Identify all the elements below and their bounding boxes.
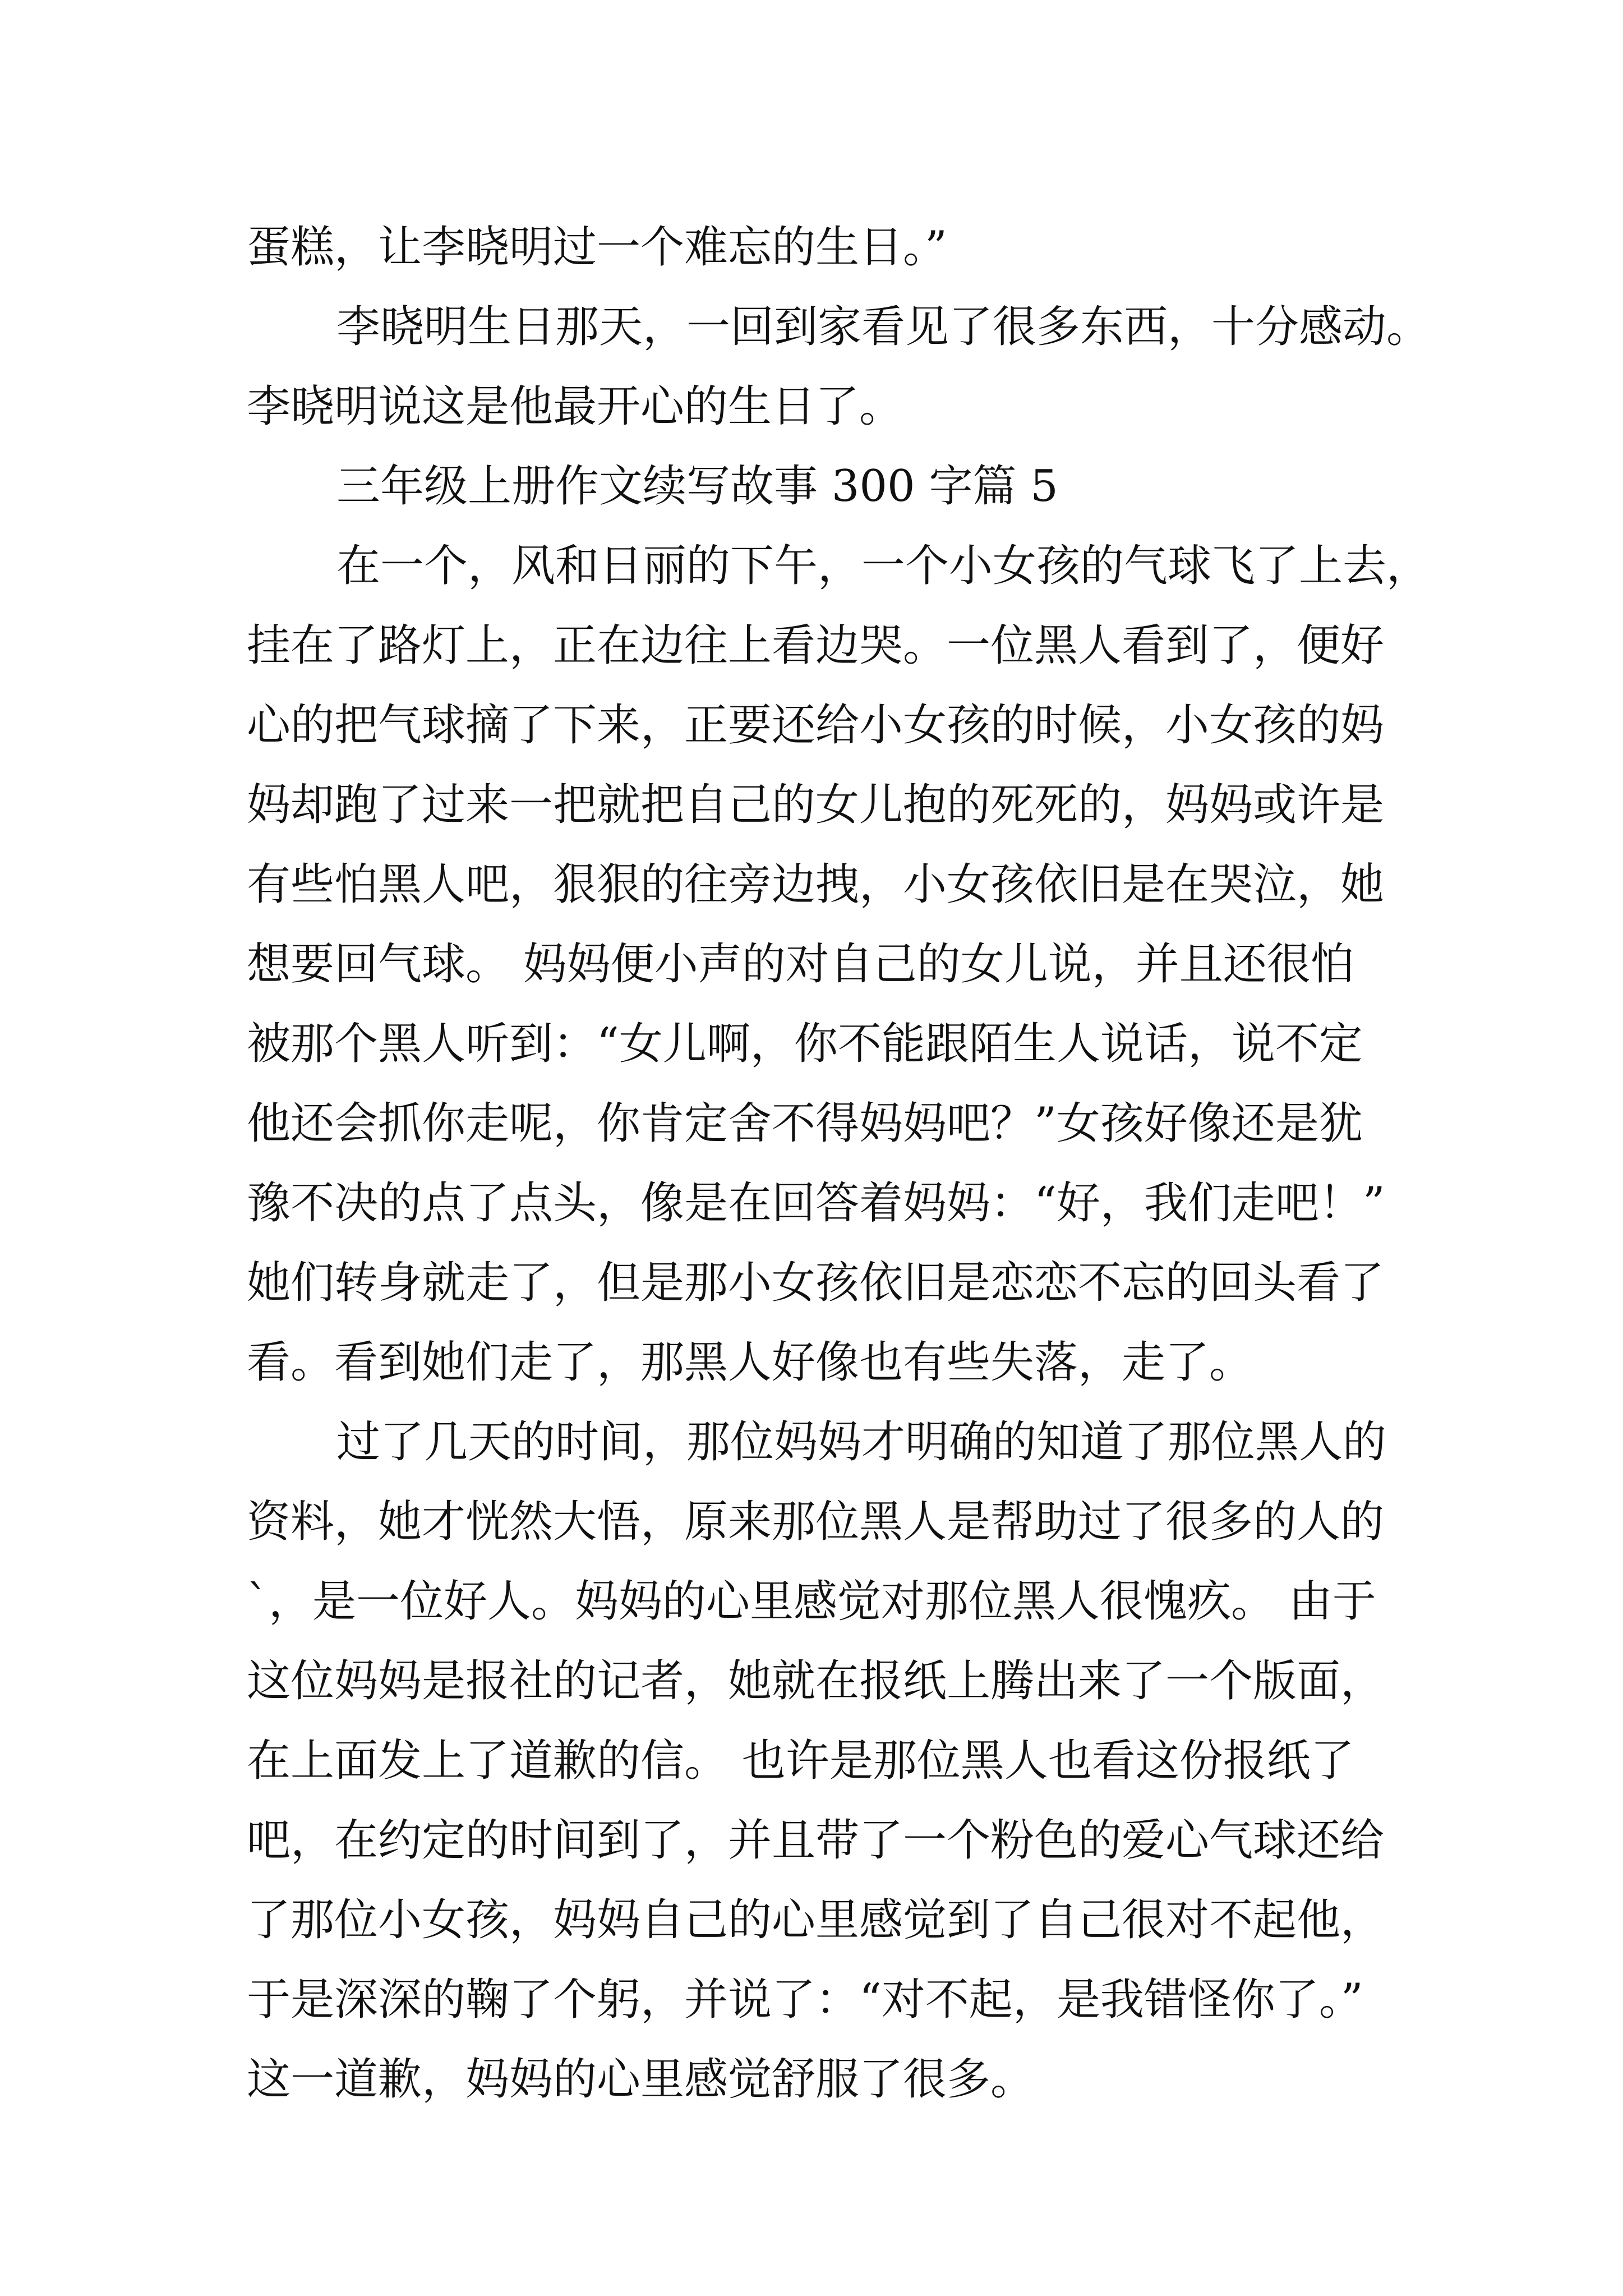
text-line: 心的把气球摘了下来，正要还给小女孩的时候，小女孩的妈: [247, 700, 1385, 751]
text-line: 妈却跑了过来一把就把自己的女儿抱的死死的，妈妈或许是: [247, 780, 1385, 830]
document-body: [247, 208, 1431, 2119]
text-line: 吧，在约定的时间到了，并且带了一个粉色的爱心气球还给: [247, 1815, 1385, 1866]
text-line: 他还会抓你走呢，你肯定舍不得妈妈吧？”女孩好像还是犹: [247, 1098, 1363, 1149]
text-line: 有些怕黑人吧，狠狠的往旁边拽，小女孩依旧是在哭泣，她: [247, 859, 1385, 910]
text-line: 豫不决的点了点头，像是在回答着妈妈：“好，我们走吧！”: [247, 1178, 1385, 1228]
text-line: `，是一位好人。妈妈的心里感觉对那位黑人很愧疚。 由于: [247, 1576, 1376, 1627]
text-line: 挂在了路灯上，正在边往上看边哭。一位黑人看到了，便好: [247, 620, 1385, 671]
text-line: 在一个，风和日丽的下午，一个小女孩的气球飞了上去，: [336, 541, 1431, 591]
text-line: 三年级上册作文续写故事 300 字篇 5: [336, 461, 1058, 512]
text-line: 蛋糕，让李晓明过一个难忘的生日。”: [247, 222, 947, 273]
text-line: 这位妈妈是报社的记者，她就在报纸上腾出来了一个版面，: [247, 1656, 1385, 1706]
text-line: 在上面发上了道歉的信。 也许是那位黑人也看这份报纸了: [247, 1736, 1354, 1786]
text-line: 资料，她才恍然大悟，原来那位黑人是帮助过了很多的人的: [247, 1497, 1385, 1547]
text-line: 于是深深的鞠了个躬，并说了：“对不起，是我错怪你了。”: [247, 1975, 1363, 2025]
text-line: 被那个黑人听到：“女儿啊，你不能跟陌生人说话，说不定: [247, 1019, 1363, 1069]
text-line: 李晓明生日那天，一回到家看见了很多东西，十分感动。: [336, 302, 1431, 352]
text-line: 这一道歉，妈妈的心里感觉舒服了很多。: [247, 2054, 1035, 2105]
text-line: 想要回气球。 妈妈便小声的对自己的女儿说，并且还很怕: [247, 939, 1354, 990]
text-line: 了那位小女孩，妈妈自己的心里感觉到了自己很对不起他，: [247, 1895, 1385, 1945]
text-line: 过了几天的时间，那位妈妈才明确的知道了那位黑人的: [336, 1417, 1387, 1467]
text-line: 李晓明说这是他最开心的生日了。: [247, 381, 903, 432]
text-line: 看。看到她们走了，那黑人好像也有些失落，走了。: [247, 1337, 1253, 1388]
text-line: 她们转身就走了，但是那小女孩依旧是恋恋不忘的回头看了: [247, 1258, 1385, 1308]
